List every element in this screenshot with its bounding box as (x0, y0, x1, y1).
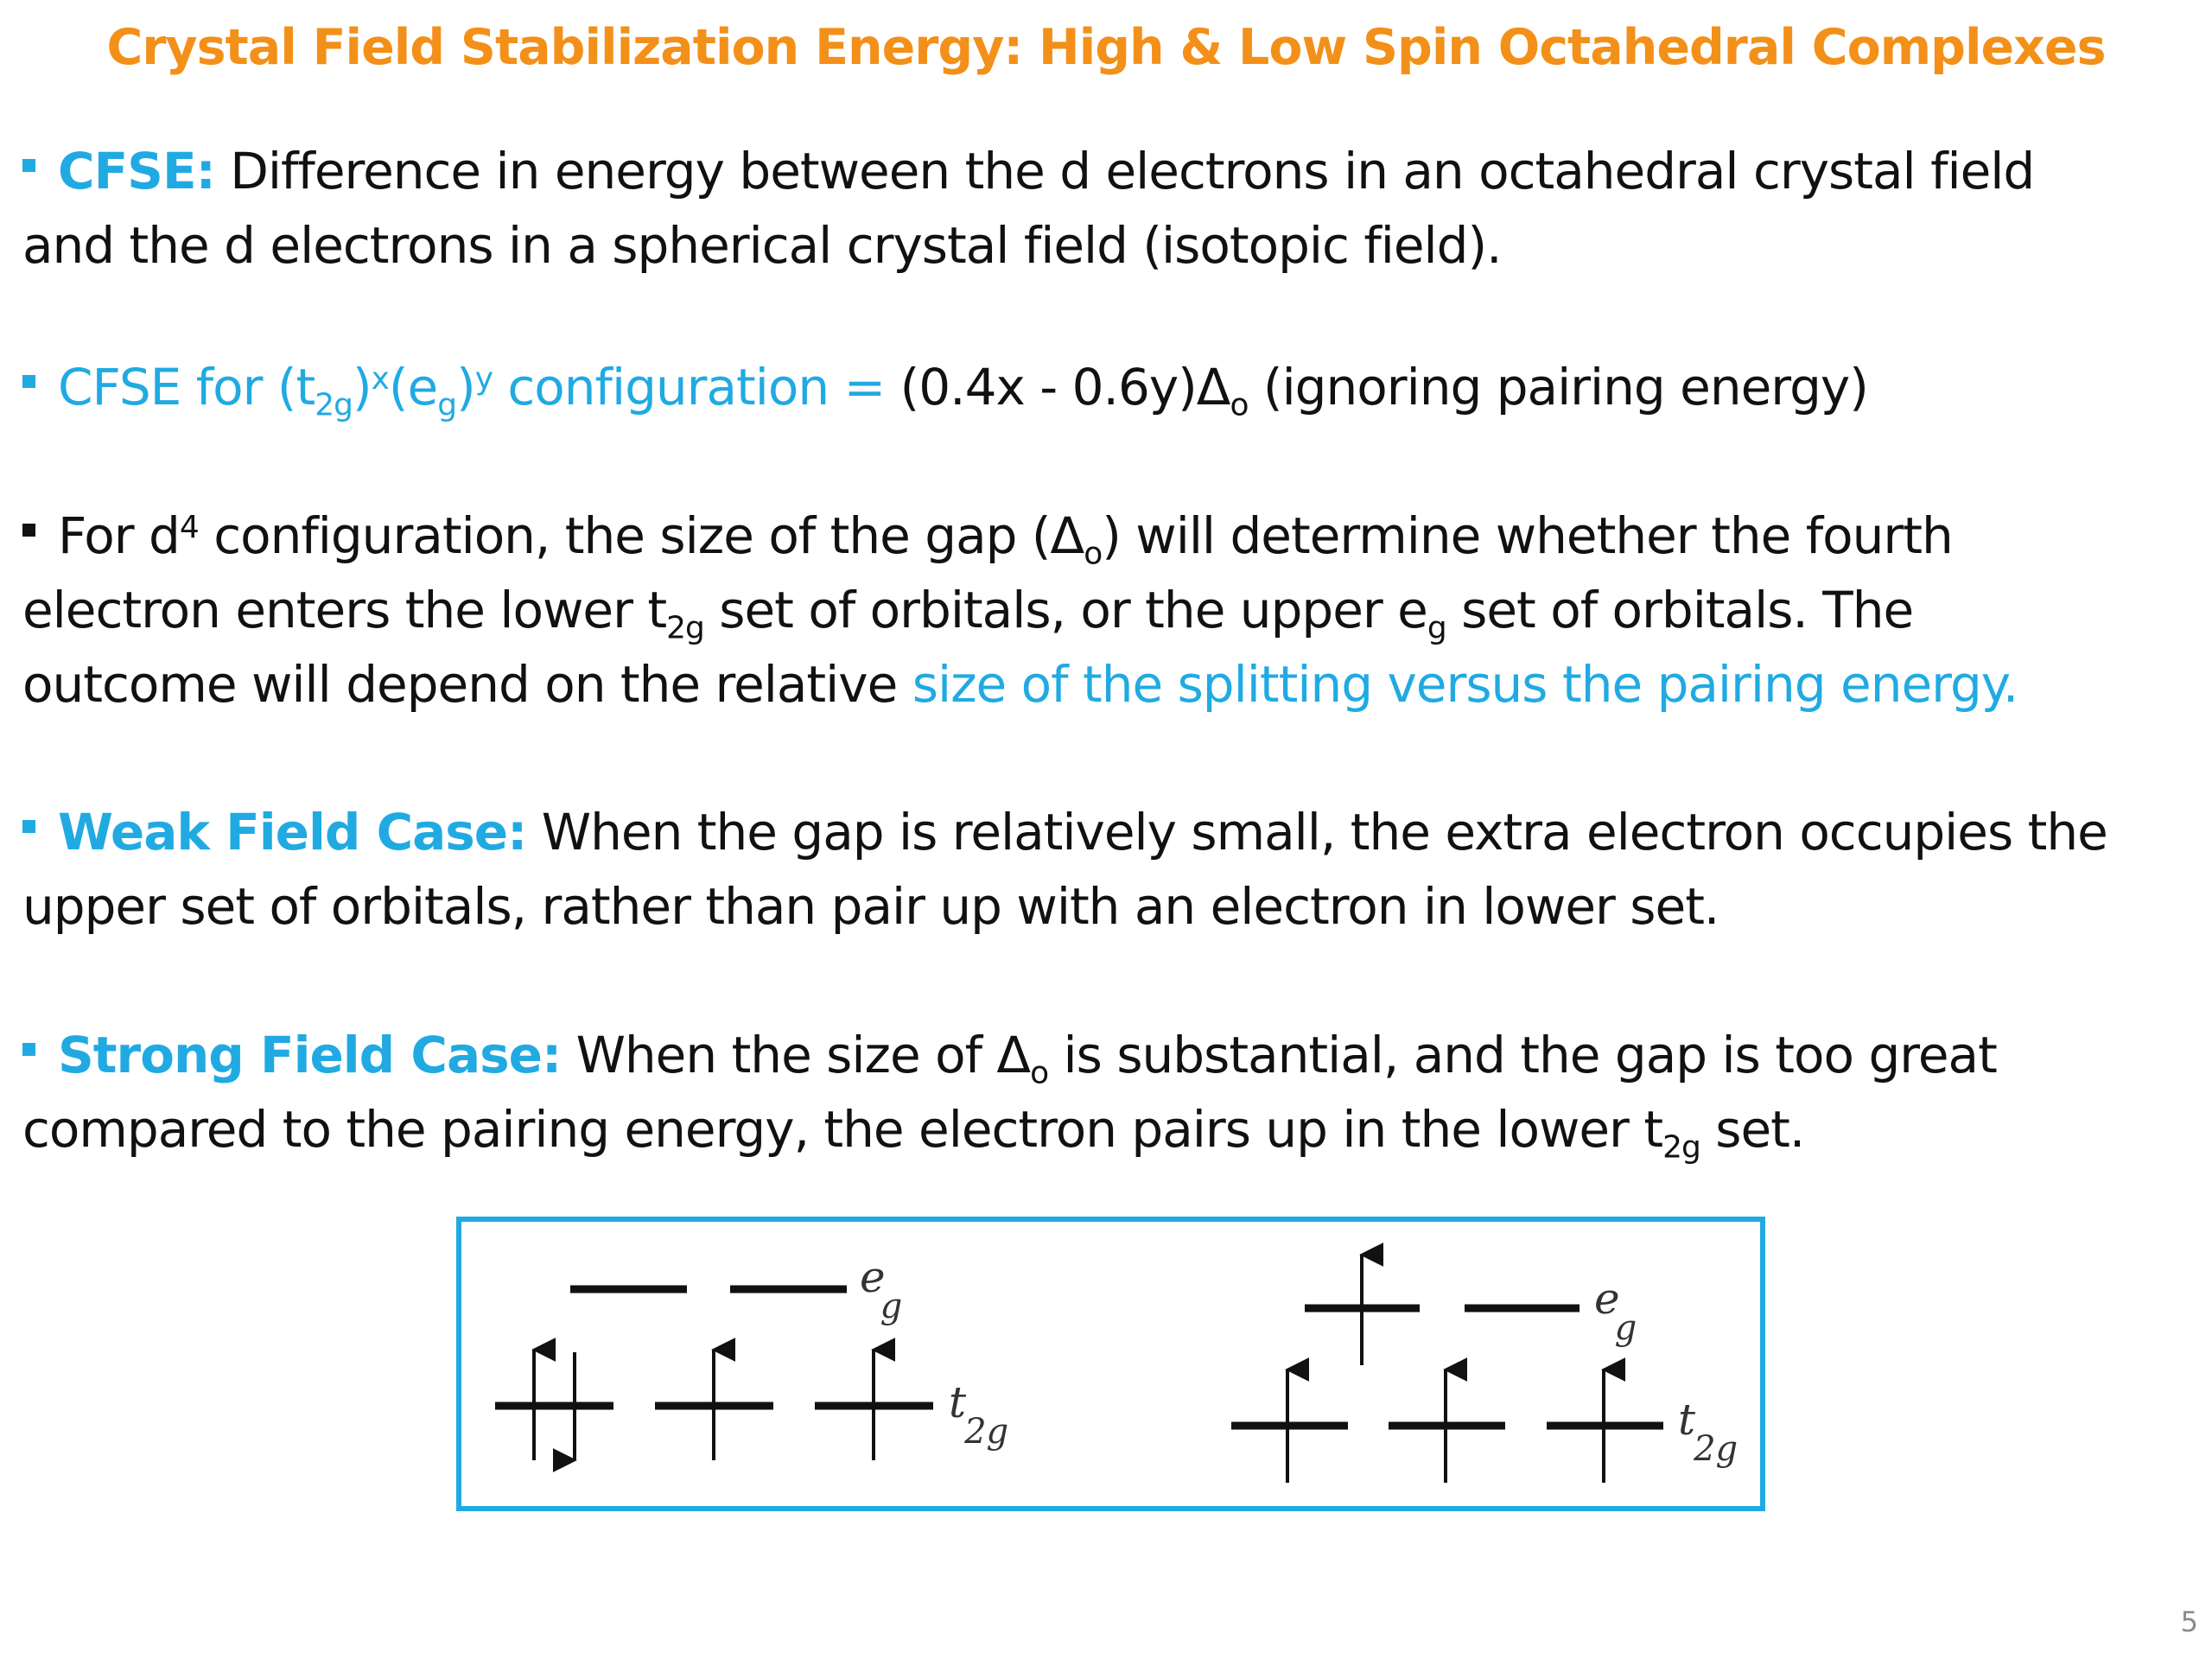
d4-sub: g (1427, 610, 1446, 646)
cfse-line-1: Difference in energy between the d electrons in an octahedral crystal field (230, 142, 2035, 200)
diagram-frame (459, 1219, 1763, 1509)
d4-text: set of orbitals, or the upper e (703, 581, 1427, 639)
t2g-label: t 2g (1678, 1395, 1738, 1469)
strong-field-text: is substantial, and the gap is too great (1048, 1026, 1997, 1084)
eg-label: e g (860, 1252, 903, 1326)
formula-text: ) (353, 358, 372, 416)
strong-field-label: Strong Field Case: (58, 1026, 562, 1084)
strong-field-text: compared to the pairing energy, the electron pairs up in the lower t (22, 1100, 1663, 1159)
formula-note: (ignoring pairing energy) (1248, 358, 1868, 416)
d4-text: For d (58, 506, 180, 565)
d4-text: set of orbitals. The (1446, 581, 1914, 639)
d4-text: electron enters the lower t (22, 581, 667, 639)
d4-sub: o (1084, 536, 1103, 572)
formula-expression: (0.4x - 0.6y)Δ (885, 358, 1230, 416)
page-number: 5 (2180, 1605, 2198, 1638)
d4-text: ) will determine whether the fourth (1102, 506, 1953, 565)
formula-sub: o (1230, 387, 1249, 423)
formula-text: CFSE for (t (58, 358, 315, 416)
low-spin-diagram (495, 1252, 1008, 1460)
strong-field-sub: o (1030, 1055, 1049, 1091)
weak-field-label: Weak Field Case: (58, 803, 527, 861)
cfse-line-2: and the d electrons in a spherical crystal field (isotopic field). (22, 216, 1502, 275)
formula-sub: g (437, 387, 457, 423)
t2g-label: t 2g (949, 1377, 1009, 1452)
strong-field-sub: 2g (1662, 1129, 1700, 1166)
weak-field-line-2: upper set of orbitals, rather than pair up with an electron in lower set. (22, 877, 1719, 936)
formula-sup: y (474, 361, 493, 397)
cfse-label: CFSE: (58, 142, 215, 200)
d4-text: outcome will depend on the relative (22, 655, 912, 714)
d4-highlight: size of the splitting versus the pairing energy. (912, 655, 2018, 714)
formula-text: ) (456, 358, 475, 416)
strong-field-text: set. (1700, 1100, 1805, 1159)
slide-title: Crystal Field Stabilization Energy: High & Low Spin Octahedral Complexes (106, 19, 2106, 76)
formula-text: configuration = (492, 358, 886, 416)
d4-sub: 2g (666, 610, 704, 646)
formula-text: (e (388, 358, 438, 416)
formula-sub: 2g (315, 387, 353, 423)
eg-label: e g (1594, 1274, 1637, 1348)
formula-sup: x (371, 361, 389, 397)
weak-field-line-1: When the gap is relatively small, the extra electron occupies the (526, 803, 2107, 861)
high-spin-diagram (1231, 1255, 1738, 1483)
d4-sup: 4 (179, 510, 199, 546)
strong-field-text: When the size of Δ (561, 1026, 1031, 1084)
d4-text: configuration, the size of the gap (Δ (198, 506, 1084, 565)
